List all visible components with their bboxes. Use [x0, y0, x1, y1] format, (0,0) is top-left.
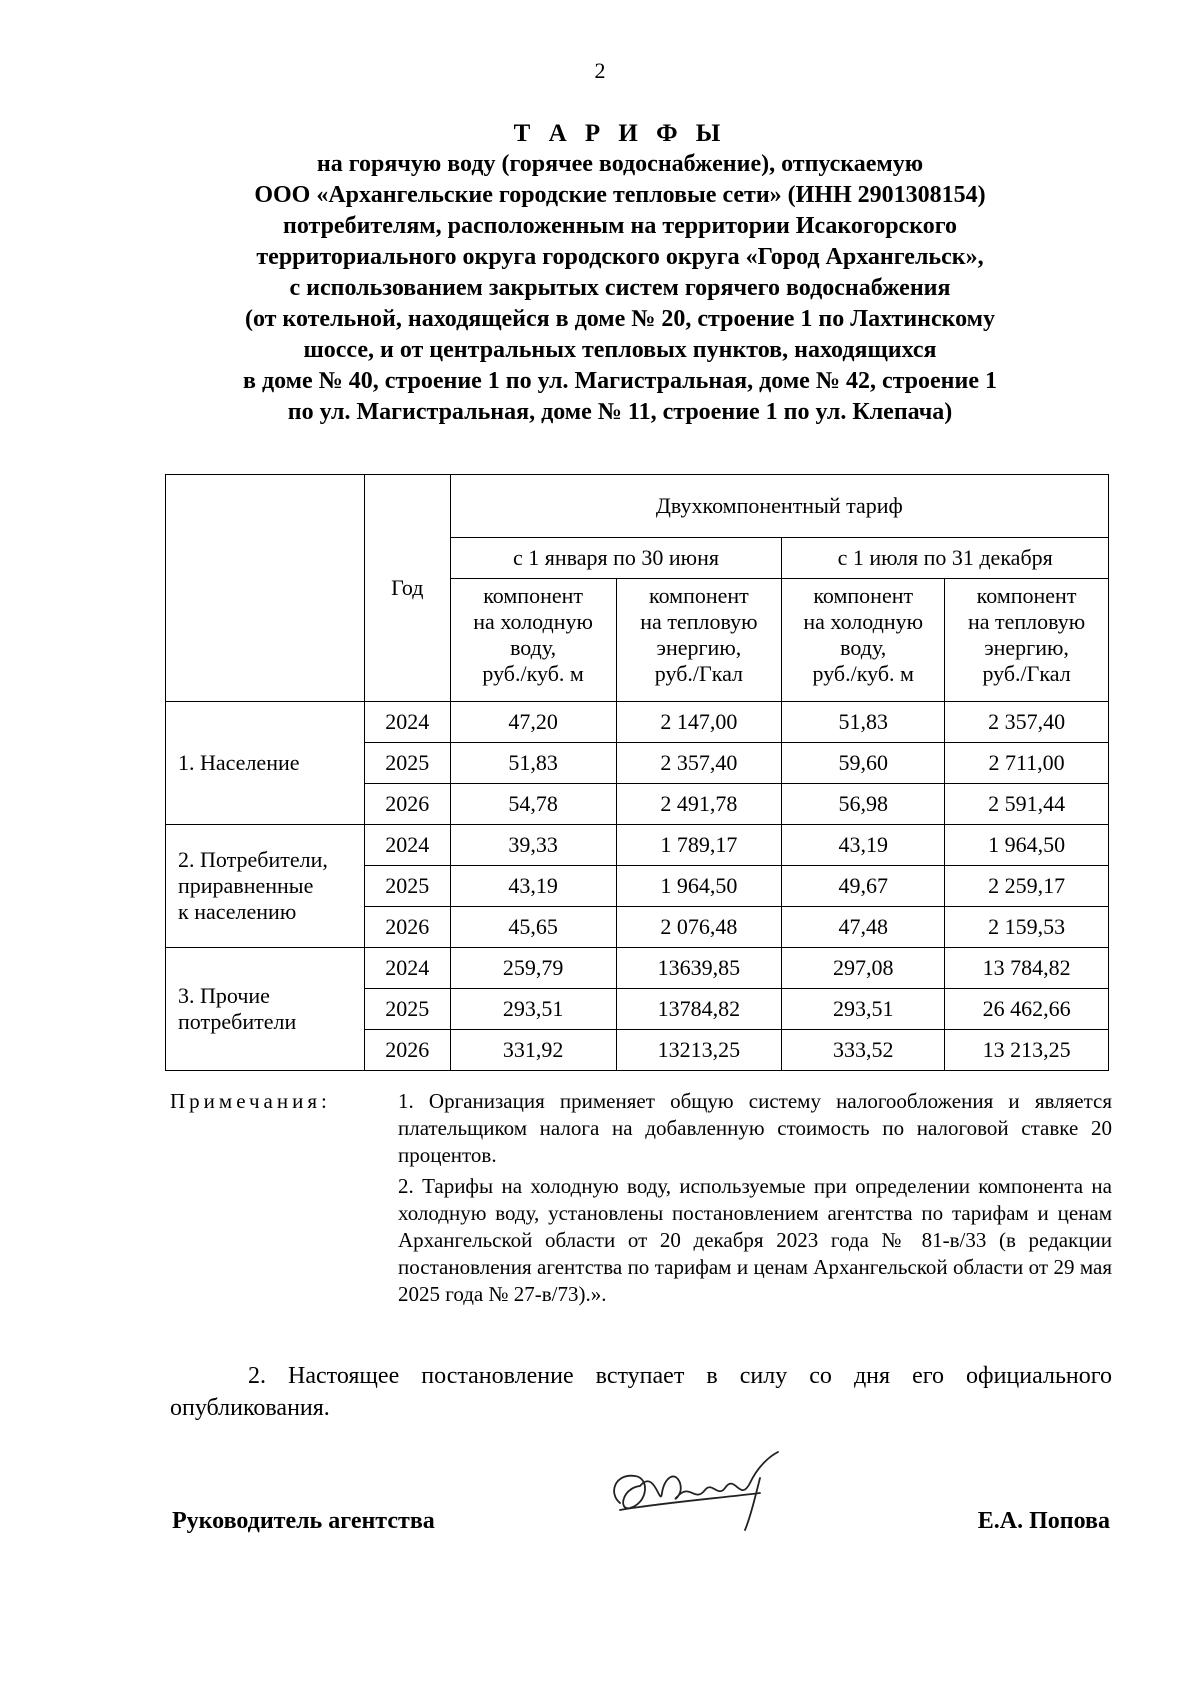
value-cell: 1 964,50: [616, 866, 782, 907]
value-cell: 59,60: [782, 743, 945, 784]
value-cell: 47,48: [782, 907, 945, 948]
main-paragraph: 2. Настоящее постановление вступает в силу со дня его официального опубликования.: [170, 1363, 1112, 1421]
value-cell: 39,33: [450, 825, 616, 866]
header-line: шоссе, и от центральных тепловых пунктов, находящихся: [303, 337, 937, 363]
heat-component-header: компонент на тепловую энергию, руб./Гкал: [616, 579, 782, 702]
value-cell: 293,51: [450, 989, 616, 1030]
value-cell: 54,78: [450, 784, 616, 825]
value-cell: 297,08: [782, 948, 945, 989]
year-cell: 2025: [364, 989, 450, 1030]
header-line: на горячую воду (горячее водоснабжение), отпускаемую: [316, 151, 924, 177]
table-row: [166, 702, 1109, 743]
tariff-type-header: Двухкомпонентный тариф: [450, 475, 1108, 538]
header-line: территориального округа городского округа «Город Архангельск»,: [256, 244, 984, 270]
signatory-role: Руководитель агентства: [172, 1508, 435, 1534]
value-cell: 2 357,40: [616, 743, 782, 784]
table-row: [166, 948, 1109, 989]
year-cell: 2026: [364, 784, 450, 825]
year-cell: 2024: [364, 702, 450, 743]
value-cell: 49,67: [782, 866, 945, 907]
year-cell: 2026: [364, 1030, 450, 1071]
value-cell: 43,19: [450, 866, 616, 907]
year-header: Год: [364, 475, 450, 702]
year-cell: 2024: [364, 948, 450, 989]
value-cell: 2 491,78: [616, 784, 782, 825]
value-cell: 293,51: [782, 989, 945, 1030]
value-cell: 13639,85: [616, 948, 782, 989]
value-cell: 56,98: [782, 784, 945, 825]
value-cell: 2 711,00: [945, 743, 1109, 784]
value-cell: 13 784,82: [945, 948, 1109, 989]
value-cell: 51,83: [782, 702, 945, 743]
note-item: 2. Тарифы на холодную воду, используемые при определении компонента на холодную воду, установлены постановлением агентства по тарифам и ценам Архангельской области от 20 декабря 2023 года № 81-в/33 (в редакции постановления агентства по тарифам и ценам Архангельской области от 29 мая 2025 года № 27-в/73).».: [398, 1174, 1112, 1306]
value-cell: 2 076,48: [616, 907, 782, 948]
header-line: в доме № 40, строение 1 по ул. Магистральная, доме № 42, строение 1: [243, 368, 997, 394]
value-cell: 2 591,44: [945, 784, 1109, 825]
document-title: Т А Р И Ф Ы: [513, 120, 727, 147]
header-line: с использованием закрытых систем горячего водоснабжения: [289, 275, 951, 301]
tariff-table: [165, 474, 1109, 1071]
note-item: 1. Организация применяет общую систему налогообложения и является плательщиком налога на добавленную стоимость по налоговой ставке 20 процентов.: [398, 1089, 1112, 1167]
value-cell: 1 789,17: [616, 825, 782, 866]
notes-list: [398, 1088, 1112, 1312]
document-header: [150, 118, 1090, 428]
page-number: 2: [594, 58, 606, 83]
group-header-cell: [166, 475, 365, 702]
value-cell: 47,20: [450, 702, 616, 743]
period-1-header: с 1 января по 30 июня: [450, 538, 782, 579]
header-line: (от котельной, находящейся в доме № 20, строение 1 по Лахтинскому: [244, 306, 996, 332]
table-row: [166, 825, 1109, 866]
value-cell: 13 213,25: [945, 1030, 1109, 1071]
header-line: по ул. Магистральная, доме № 11, строение 1 по ул. Клепача): [287, 399, 953, 425]
value-cell: 13784,82: [616, 989, 782, 1030]
notes-label: Примечания:: [170, 1089, 331, 1113]
value-cell: 13213,25: [616, 1030, 782, 1071]
value-cell: 2 357,40: [945, 702, 1109, 743]
value-cell: 45,65: [450, 907, 616, 948]
signatory-name: Е.А. Попова: [977, 1508, 1110, 1534]
value-cell: 259,79: [450, 948, 616, 989]
handwritten-signature: [600, 1448, 800, 1538]
header-line: ООО «Архангельские городские тепловые сети» (ИНН 2901308154): [254, 182, 986, 208]
value-cell: 51,83: [450, 743, 616, 784]
period-2-header: с 1 июля по 31 декабря: [782, 538, 1109, 579]
value-cell: 333,52: [782, 1030, 945, 1071]
header-line: потребителям, расположенным на территории Исакогорского: [282, 213, 958, 239]
cold-component-header: компонент на холодную воду, руб./куб. м: [450, 579, 616, 702]
heat-component-header: компонент на тепловую энергию, руб./Гкал: [945, 579, 1109, 702]
year-cell: 2025: [364, 743, 450, 784]
cold-component-header: компонент на холодную воду, руб./куб. м: [782, 579, 945, 702]
value-cell: 43,19: [782, 825, 945, 866]
year-cell: 2026: [364, 907, 450, 948]
value-cell: 331,92: [450, 1030, 616, 1071]
year-cell: 2025: [364, 866, 450, 907]
value-cell: 2 159,53: [945, 907, 1109, 948]
value-cell: 1 964,50: [945, 825, 1109, 866]
group-label: 1. Население: [166, 702, 365, 825]
value-cell: 2 259,17: [945, 866, 1109, 907]
group-label: 3. Прочие потребители: [166, 948, 365, 1071]
value-cell: 26 462,66: [945, 989, 1109, 1030]
value-cell: 2 147,00: [616, 702, 782, 743]
year-cell: 2024: [364, 825, 450, 866]
group-label: 2. Потребители, приравненные к населению: [166, 825, 365, 948]
